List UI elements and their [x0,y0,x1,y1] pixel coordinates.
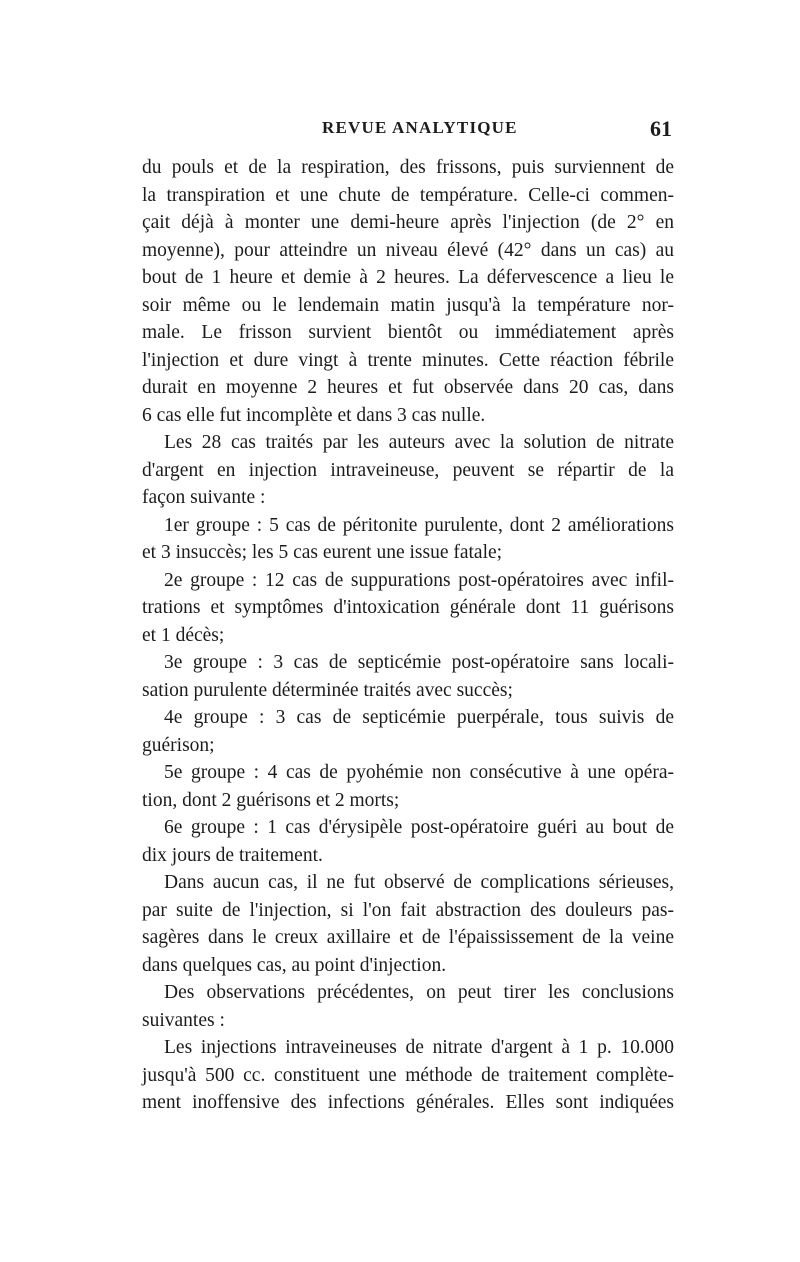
paragraph [142,429,674,512]
text-line: 6 cas elle fut incomplète et dans 3 cas nulle. [142,404,486,426]
text-line: durait en moyenne 2 heures et fut observée dans 20 cas, dans [142,377,674,398]
text-line: Dans aucun cas, il ne fut observé de complications sérieuses, [164,872,674,893]
text-line: male. Le frisson survient bientôt ou immédiatement après [142,322,674,343]
paragraph [142,814,674,869]
paragraph [142,979,674,1034]
text-line: jusqu'à 500 cc. constituent une méthode de traitement complète- [142,1064,674,1086]
text-line: guérison; [142,734,215,756]
paragraph [142,649,674,704]
text-line: la transpiration et une chute de température. Celle-ci commen- [142,184,674,206]
page-header [142,118,672,148]
text-line: dix jours de traitement. [142,844,323,866]
paragraph [142,869,674,979]
text-line: 4e groupe : 3 cas de septicémie puerpérale, tous suivis de [164,707,674,728]
paragraph [142,1034,674,1117]
text-line: 5e groupe : 4 cas de pyohémie non consécutive à une opéra- [164,762,674,783]
text-line: façon suivante : [142,487,266,508]
text-line: trations et symptômes d'intoxication générale dont 11 guérisons [142,597,674,618]
text-line: 3e groupe : 3 cas de septicémie post-opératoire sans locali- [164,652,674,673]
paragraph [142,154,674,429]
text-line: tion, dont 2 guérisons et 2 morts; [142,789,400,811]
text-line: du pouls et de la respiration, des frissons, puis surviennent de [142,157,674,178]
text-line: l'injection et dure vingt à trente minutes. Cette réaction fébrile [142,349,674,371]
text-line: suivantes : [142,1009,225,1031]
text-line: sagères dans le creux axillaire et de l'épaississement de la veine [142,927,674,948]
running-title: REVUE ANALYTIQUE [322,118,518,137]
paragraph [142,567,674,650]
text-line: 6e groupe : 1 cas d'érysipèle post-opératoire guéri au bout de [164,817,674,838]
body-text [142,154,674,1117]
page-number: 61 [650,116,672,141]
paragraph [142,512,674,567]
text-line: dans quelques cas, au point d'injection. [142,954,447,976]
text-line: ment inoffensive des infections générales. Elles sont indiquées [142,1092,674,1113]
text-line: soir même ou le lendemain matin jusqu'à la température nor- [142,294,674,316]
text-line: 2e groupe : 12 cas de suppurations post-opératoires avec infil- [164,569,674,591]
text-line: çait déjà à monter une demi-heure après l'injection (de 2° en [142,212,674,233]
text-line: sation purulente déterminée traités avec succès; [142,679,513,701]
paragraph [142,704,674,759]
text-line: Les injections intraveineuses de nitrate d'argent à 1 p. 10.000 [164,1037,674,1058]
text-line: moyenne), pour atteindre un niveau élevé (42° dans un cas) au [142,239,674,261]
paragraph [142,759,674,814]
text-line: et 3 insuccès; les 5 cas eurent une issue fatale; [142,542,503,563]
text-line: d'argent en injection intraveineuse, peuvent se répartir de la [142,459,674,481]
text-line: 1er groupe : 5 cas de péritonite purulente, dont 2 améliorations [164,514,674,536]
text-line: bout de 1 heure et demie à 2 heures. La défervescence a lieu le [142,267,674,288]
text-line: Des observations précédentes, on peut tirer les conclusions [164,982,674,1003]
text-line: Les 28 cas traités par les auteurs avec la solution de nitrate [164,432,674,453]
text-line: par suite de l'injection, si l'on fait abstraction des douleurs pas- [142,899,674,921]
text-line: et 1 décès; [142,624,225,646]
